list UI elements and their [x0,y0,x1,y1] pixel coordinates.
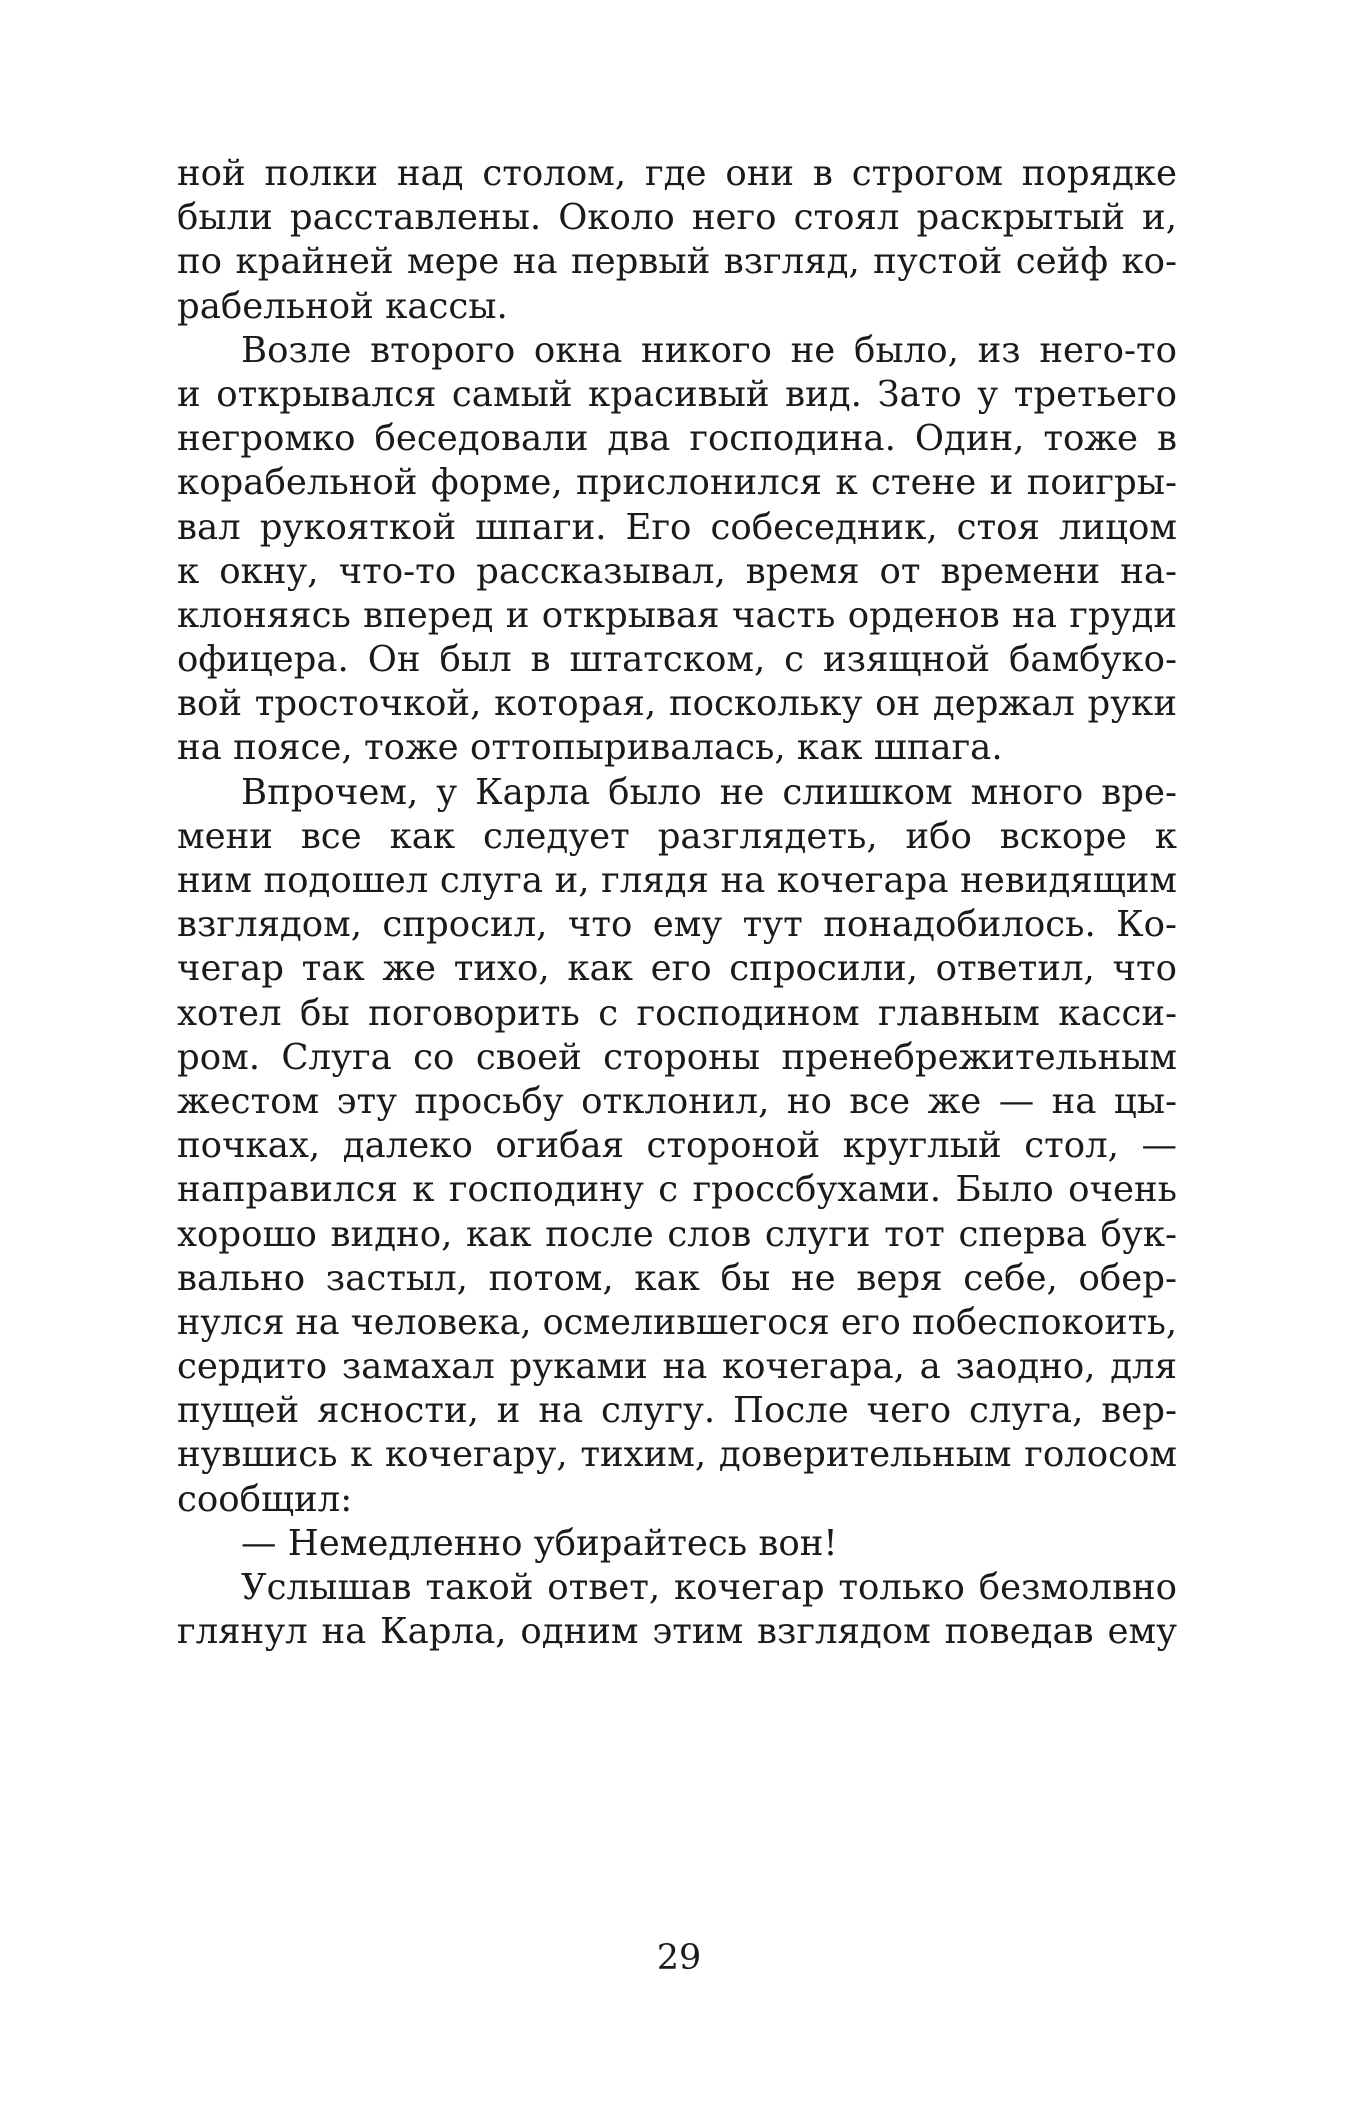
text-line: сообщил: [177,1478,353,1520]
text-line: негромко беседовали два господина. Один, тоже в [177,418,1178,460]
text-line: вально застыл, потом, как бы не веря себе, обер- [177,1257,1178,1299]
text-line: клоняясь вперед и открывая часть орденов на груди [177,594,1177,636]
text-line: вой тросточкой, которая, поскольку он держал руки [177,683,1178,725]
text-line: пущей ясности, и на слугу. После чего слуга, вер- [177,1390,1177,1432]
text-line: Услышав такой ответ, кочегар только безмолвно [241,1567,1178,1608]
text-line: ной полки над столом, где они в строгом порядке [177,153,1178,194]
text-line: нулся на человека, осмелившегося его побеспокоить, [177,1301,1177,1343]
text-line: рабельной кассы. [177,285,508,327]
text-line: почках, далеко огибая стороной круглый стол, — [177,1125,1177,1167]
text-line: и открывался самый красивый вид. Зато у третьего [177,373,1178,415]
text-line: ним подошел слуга и, глядя на кочегара невидящим [177,860,1177,901]
text-line: — Немедленно убирайтесь вон! [241,1522,838,1564]
text-line: по крайней мере на первый взгляд, пустой сейф ко- [177,241,1178,283]
text-line: мени все как следует разглядеть, ибо вскоре к [177,815,1177,857]
text-line: ром. Слуга со своей стороны пренебрежительным [177,1036,1177,1078]
text-line: жестом эту просьбу отклонил, но все же — на цы- [177,1080,1177,1122]
text-line: корабельной форме, прислонился к стене и поигры- [177,462,1178,504]
text-line: сердито замахал руками на кочегара, а заодно, для [177,1346,1177,1388]
text-line: были расставлены. Около него стоял раскрытый и, [177,197,1178,239]
text-line: чегар так же тихо, как его спросили, ответил, что [177,948,1177,990]
body-text [177,152,1177,1654]
text-line: направился к господину с гроссбухами. Было очень [177,1169,1177,1211]
text-line: взглядом, спросил, что ему тут понадобилось. Ко- [177,904,1178,946]
text-line: Впрочем, у Карла было не слишком много вре- [241,771,1177,813]
text-line: хотел бы поговорить с господином главным касси- [177,992,1178,1034]
page-number: 29 [656,1938,702,1978]
text-line: глянул на Карла, одним этим взглядом поведав ему [177,1611,1177,1653]
text-line: Возле второго окна никого не было, из него-то [241,329,1178,371]
text-line: на поясе, тоже оттопыривалась, как шпага. [177,727,1003,769]
text-line: нувшись к кочегару, тихим, доверительным голосом [177,1434,1177,1476]
text-line: офицера. Он был в штатском, с изящной бамбуко- [177,639,1177,681]
text-line: к окну, что-то рассказывал, время от времени на- [177,550,1178,592]
text-line: вал рукояткой шпаги. Его собеседник, стоя лицом [177,506,1177,548]
text-line: хорошо видно, как после слов слуги тот сперва бук- [177,1213,1177,1255]
